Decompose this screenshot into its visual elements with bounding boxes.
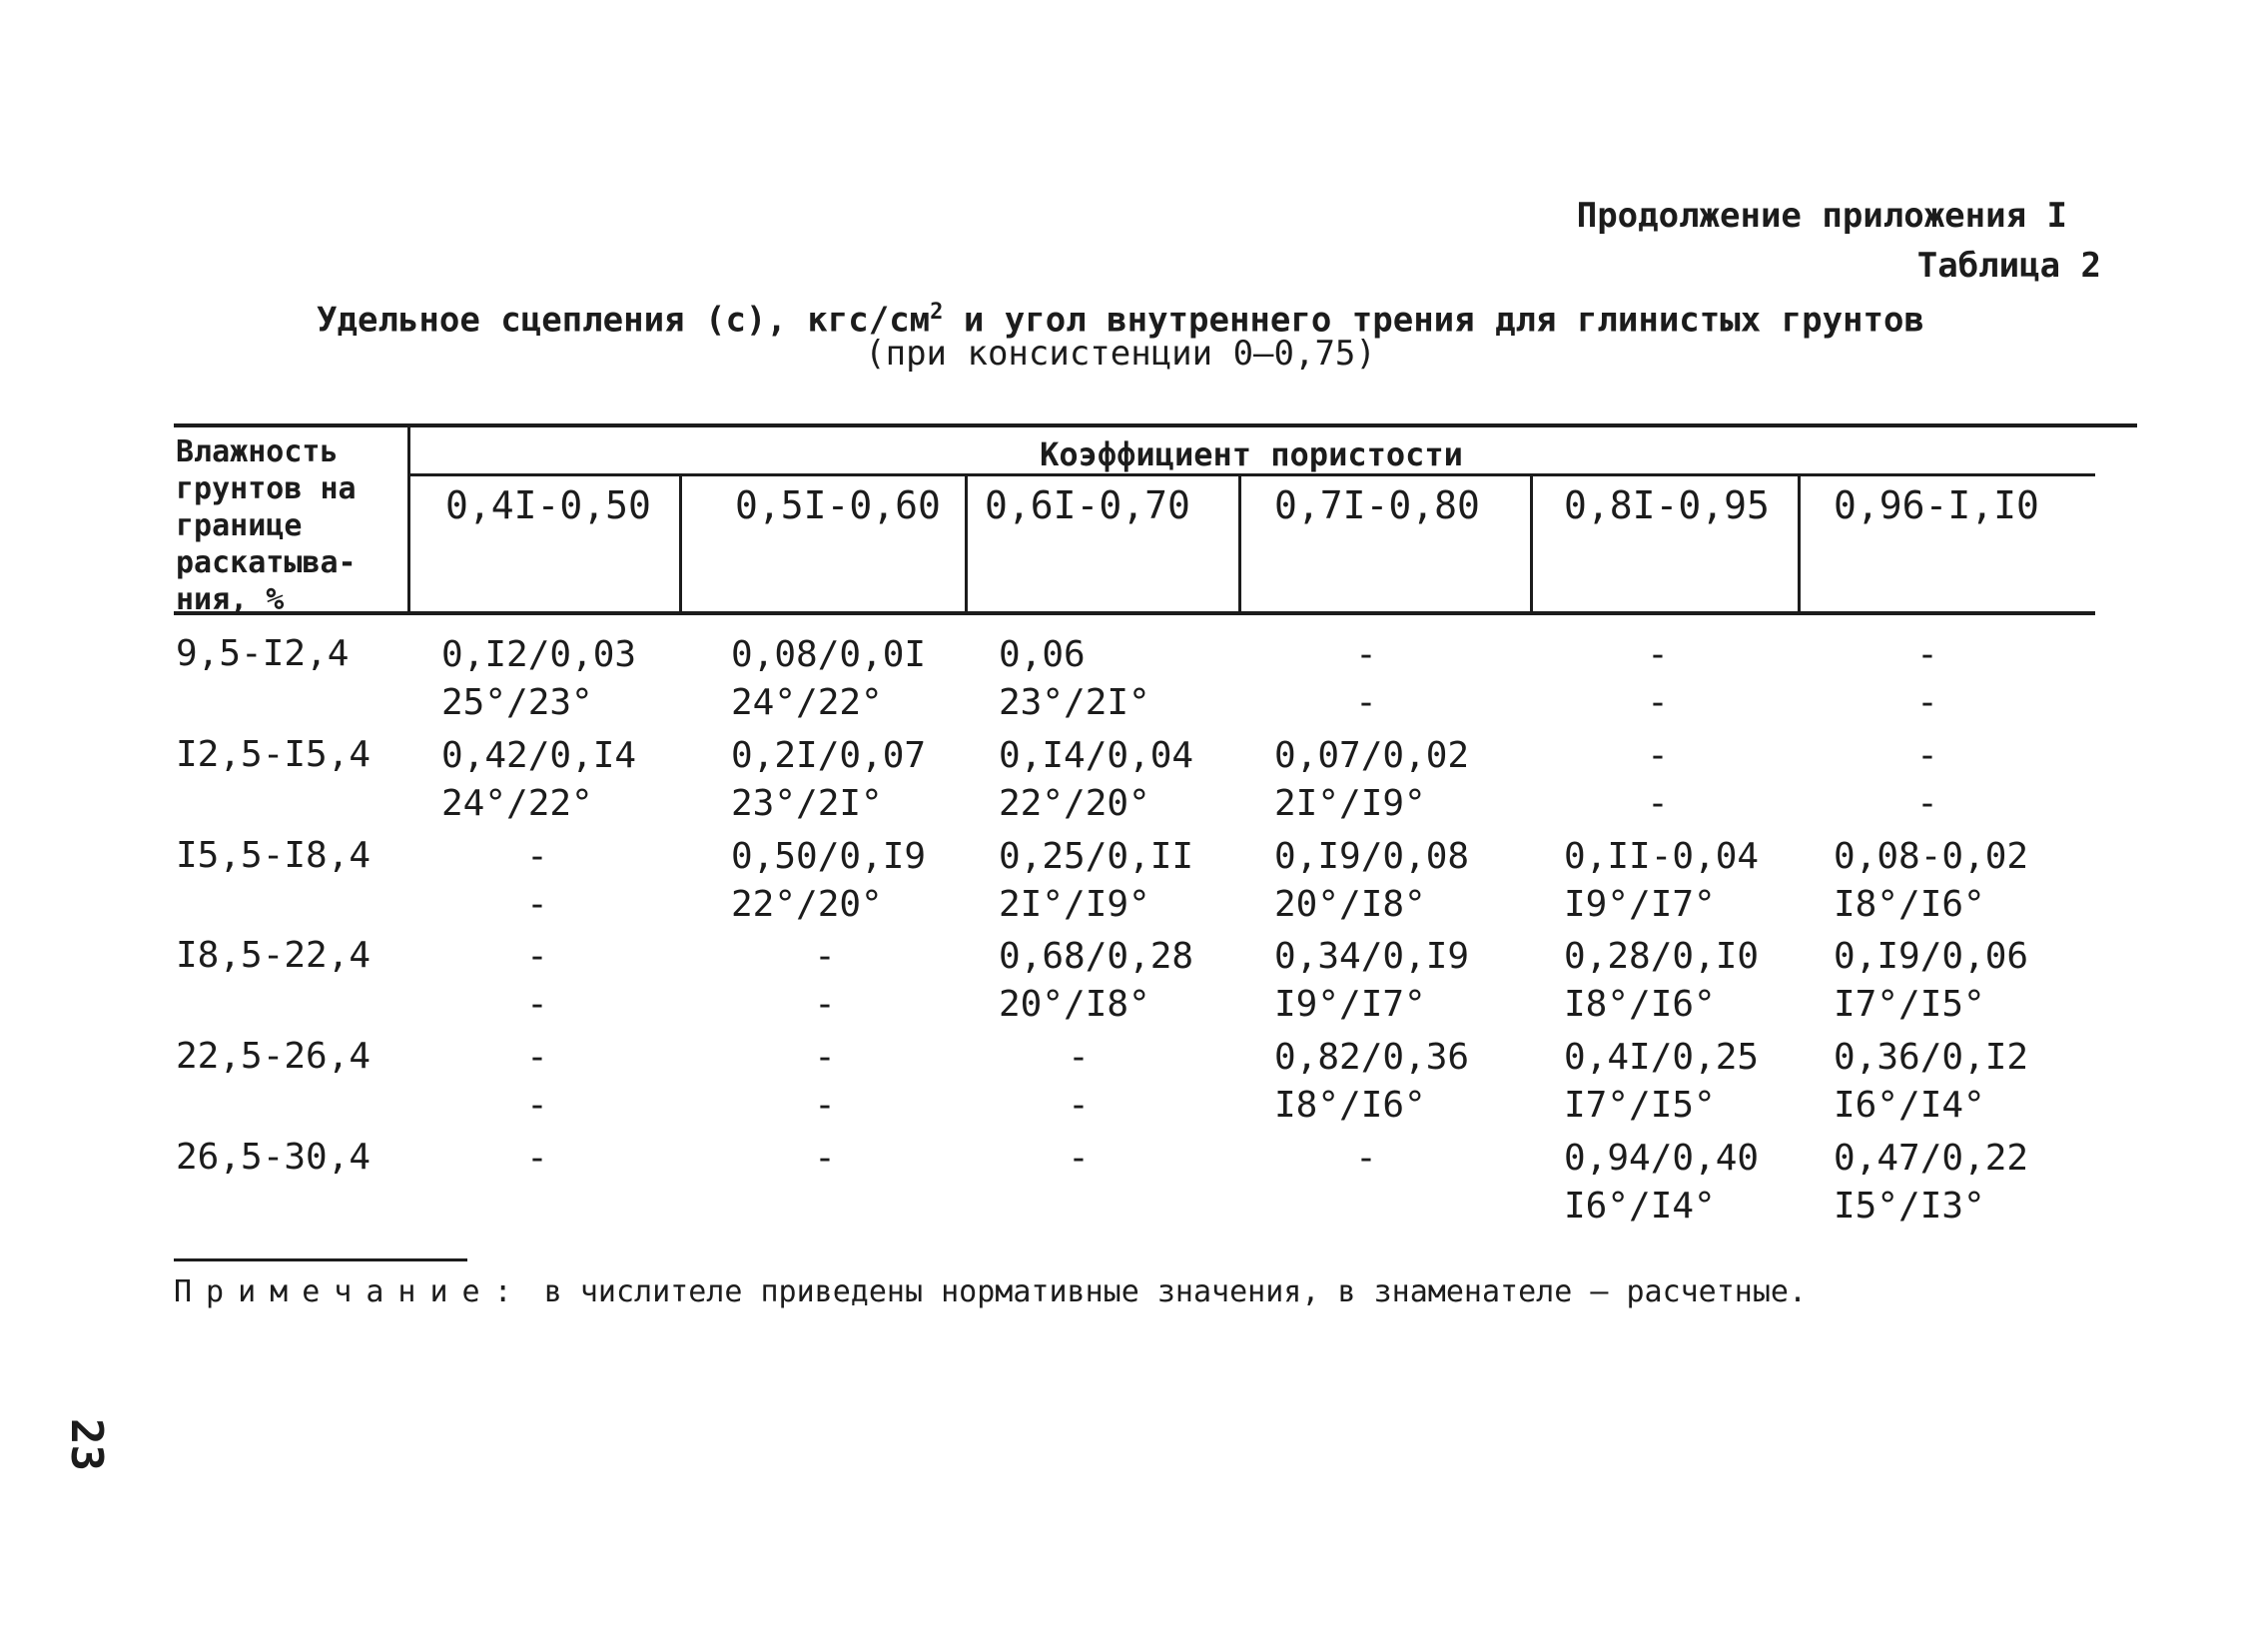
- title-main: Удельное сцепления (с), кгс/см: [317, 300, 931, 341]
- note-label: Примечание:: [174, 1274, 526, 1309]
- friction-angle-value: 23°/2I°: [731, 783, 883, 824]
- empty-cell-dash: -: [1916, 682, 1938, 723]
- empty-cell-dash: -: [1916, 783, 1938, 824]
- friction-angle-value: 22°/20°: [731, 884, 883, 925]
- empty-cell-dash: -: [1068, 1138, 1090, 1179]
- friction-angle-value: I7°/I5°: [1564, 1085, 1716, 1126]
- empty-cell-dash: -: [1355, 1138, 1377, 1179]
- cohesion-value: 0,34/0,I9: [1274, 936, 1470, 977]
- cohesion-value: 0,82/0,36: [1274, 1037, 1470, 1078]
- friction-angle-value: 23°/2I°: [999, 682, 1150, 723]
- row-header: Влажность грунтов на границе раскатыва-ния, %: [176, 434, 357, 617]
- table-top-rule: [174, 423, 2137, 427]
- friction-angle-value: I6°/I4°: [1834, 1085, 1985, 1126]
- empty-cell-dash: -: [526, 1037, 548, 1078]
- continuation-label: Продолжение приложения I: [1576, 196, 2067, 236]
- table-note: [174, 1274, 2101, 1310]
- cohesion-value: 0,2I/0,07: [731, 735, 927, 776]
- empty-cell-dash: -: [1647, 682, 1669, 723]
- cohesion-value: 0,07/0,02: [1274, 735, 1470, 776]
- cohesion-value: 0,50/0,I9: [731, 836, 927, 877]
- column-group-header: Коэффициент пористости: [1040, 435, 1463, 473]
- cohesion-value: 0,36/0,I2: [1834, 1037, 2029, 1078]
- col-divider-4: [1530, 475, 1533, 613]
- empty-cell-dash: -: [1355, 634, 1377, 675]
- table-subtitle: (при консистенции 0–0,75): [865, 334, 1376, 374]
- row-label: 26,5-30,4: [176, 1137, 372, 1178]
- column-header: 0,7I-0,80: [1274, 483, 1480, 527]
- empty-cell-dash: -: [814, 1037, 836, 1078]
- cohesion-value: 0,I2/0,03: [441, 634, 637, 675]
- empty-cell-dash: -: [1916, 735, 1938, 776]
- empty-cell-dash: -: [1068, 1085, 1090, 1126]
- empty-cell-dash: -: [526, 1138, 548, 1179]
- cohesion-value: 0,47/0,22: [1834, 1138, 2029, 1179]
- cohesion-value: 0,28/0,I0: [1564, 936, 1760, 977]
- friction-angle-value: I9°/I7°: [1274, 984, 1426, 1025]
- cohesion-value: 0,68/0,28: [999, 936, 1194, 977]
- column-header: 0,96-I,I0: [1834, 483, 2039, 527]
- friction-angle-value: 2I°/I9°: [999, 884, 1150, 925]
- row-label: 22,5-26,4: [176, 1036, 372, 1077]
- col-divider-2: [965, 475, 968, 613]
- note-text: в числителе приведены нормативные значения, в знаменателе – расчетные.: [525, 1274, 1808, 1309]
- friction-angle-value: 2I°/I9°: [1274, 783, 1426, 824]
- friction-angle-value: I6°/I4°: [1564, 1186, 1716, 1227]
- cohesion-value: 0,II-0,04: [1564, 836, 1760, 877]
- column-header: 0,8I-0,95: [1564, 483, 1770, 527]
- cohesion-value: 0,94/0,40: [1564, 1138, 1760, 1179]
- page-number: 23: [61, 1418, 112, 1471]
- friction-angle-value: I8°/I6°: [1274, 1085, 1426, 1126]
- friction-angle-value: 24°/22°: [441, 783, 593, 824]
- col-divider-1: [679, 475, 682, 613]
- cohesion-value: 0,I9/0,06: [1834, 936, 2029, 977]
- table-number: Таблица 2: [1916, 246, 2101, 286]
- friction-angle-value: I8°/I6°: [1834, 884, 1985, 925]
- empty-cell-dash: -: [1647, 735, 1669, 776]
- friction-angle-value: I9°/I7°: [1564, 884, 1716, 925]
- column-header: 0,5I-0,60: [735, 483, 941, 527]
- empty-cell-dash: -: [814, 984, 836, 1025]
- cohesion-value: 0,25/0,II: [999, 836, 1194, 877]
- row-label: I8,5-22,4: [176, 935, 372, 976]
- empty-cell-dash: -: [1355, 682, 1377, 723]
- friction-angle-value: 20°/I8°: [1274, 884, 1426, 925]
- title-superscript: 2: [930, 300, 944, 325]
- row-label: 9,5-I2,4: [176, 633, 350, 674]
- friction-angle-value: 25°/23°: [441, 682, 593, 723]
- column-header: 0,6I-0,70: [985, 483, 1190, 527]
- cohesion-value: 0,4I/0,25: [1564, 1037, 1760, 1078]
- empty-cell-dash: -: [1647, 634, 1669, 675]
- title-rest: и угол внутреннего трения для глинистых грунтов: [943, 300, 1924, 341]
- friction-angle-value: I8°/I6°: [1564, 984, 1716, 1025]
- friction-angle-value: 22°/20°: [999, 783, 1150, 824]
- empty-cell-dash: -: [526, 936, 548, 977]
- cohesion-value: 0,42/0,I4: [441, 735, 637, 776]
- row-label: I2,5-I5,4: [176, 734, 372, 775]
- cohesion-value: 0,08/0,0I: [731, 634, 927, 675]
- column-header: 0,4I-0,50: [445, 483, 651, 527]
- friction-angle-value: I7°/I5°: [1834, 984, 1985, 1025]
- header-divider-rule: [407, 473, 2095, 476]
- cohesion-value: 0,I9/0,08: [1274, 836, 1470, 877]
- friction-angle-value: 20°/I8°: [999, 984, 1150, 1025]
- header-bottom-rule: [174, 611, 2095, 615]
- empty-cell-dash: -: [526, 1085, 548, 1126]
- friction-angle-value: I5°/I3°: [1834, 1186, 1985, 1227]
- empty-cell-dash: -: [814, 1085, 836, 1126]
- row-label: I5,5-I8,4: [176, 835, 372, 876]
- col-divider-5: [1798, 475, 1801, 613]
- empty-cell-dash: -: [526, 984, 548, 1025]
- empty-cell-dash: -: [1916, 634, 1938, 675]
- friction-angle-value: 24°/22°: [731, 682, 883, 723]
- cohesion-value: 0,08-0,02: [1834, 836, 2029, 877]
- empty-cell-dash: -: [526, 836, 548, 877]
- cohesion-value: 0,I4/0,04: [999, 735, 1194, 776]
- empty-cell-dash: -: [1647, 783, 1669, 824]
- empty-cell-dash: -: [814, 936, 836, 977]
- footnote-rule: [174, 1258, 467, 1261]
- empty-cell-dash: -: [814, 1138, 836, 1179]
- empty-cell-dash: -: [526, 884, 548, 925]
- empty-cell-dash: -: [1068, 1037, 1090, 1078]
- cohesion-value: 0,06: [999, 634, 1086, 675]
- col-divider-3: [1238, 475, 1241, 613]
